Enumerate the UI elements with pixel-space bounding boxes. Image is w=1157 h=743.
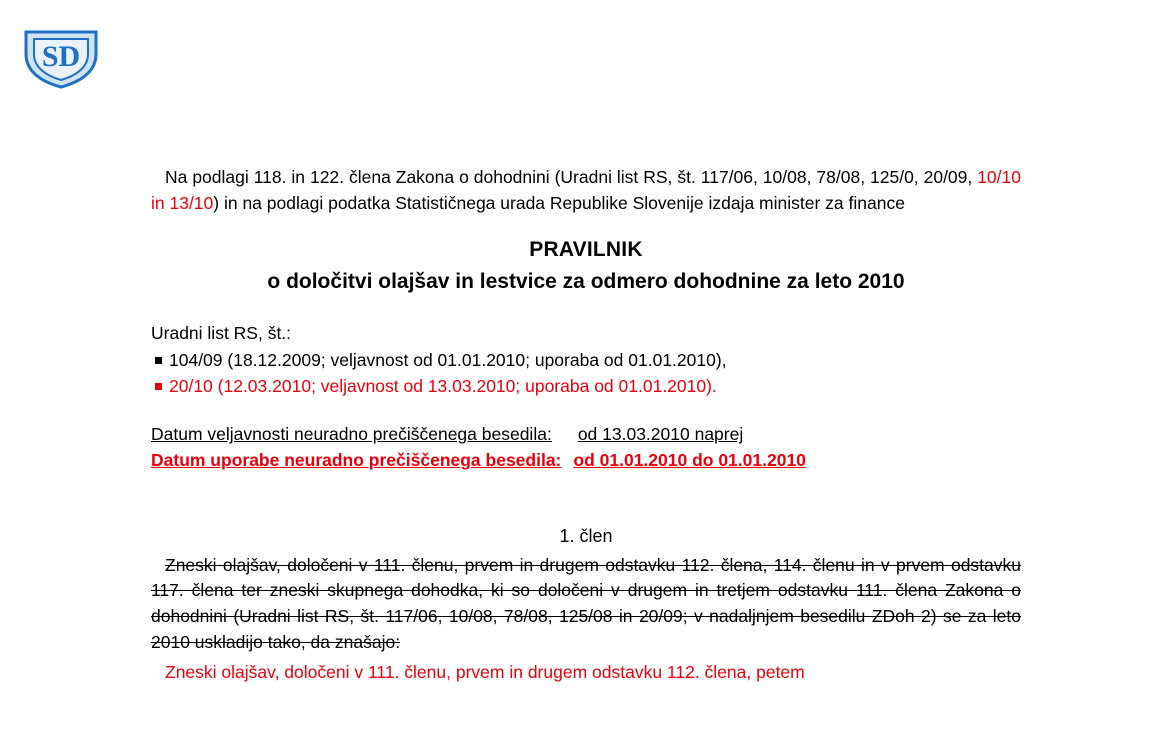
bullet-square-icon <box>155 357 162 364</box>
validity-label: Datum veljavnosti neuradno prečiščenega besedila: <box>151 424 552 445</box>
gazette-item-1: 104/09 (18.12.2009; veljavnost od 01.01.2010; uporaba od 01.01.2010), <box>169 349 727 370</box>
article-red-paragraph <box>151 660 1021 686</box>
shield-logo-icon <box>20 28 102 90</box>
article-red-text: Zneski olajšav, določeni v 111. členu, prvem in drugem odstavku 112. člena, petem <box>165 661 805 682</box>
article-struck-paragraph <box>151 553 1021 656</box>
list-item <box>151 373 1021 399</box>
validity-row-uporaba <box>151 447 1021 473</box>
svg-text:SD: SD <box>41 40 81 73</box>
usage-value: od 01.01.2010 do 01.01.2010 <box>573 450 806 471</box>
gazette-label: Uradni list RS, št.: <box>151 323 292 344</box>
intro-segment-1: Na podlagi 118. in 122. člena Zakona o dohodnini (Uradni list RS, št. 117/06, 10/08, 78/08, 125/0, 20/09, <box>165 167 978 187</box>
validity-block <box>151 421 1021 474</box>
document-body <box>151 165 1021 685</box>
intro-segment-2: ) in na podlagi podatka Statističnega urada Republike Slovenije izdaja minister za finance <box>213 192 905 213</box>
title-block <box>151 238 1021 294</box>
bullet-square-icon <box>155 383 162 390</box>
article-struck-text: Zneski olajšav, določeni v 111. členu, prvem in drugem odstavku 112. člena, 114. členu in v prvem odstavku 117. člena ter zneski skupnega dohodka, ki so določeni v drugem in tretjem odstavku 111. člena Zakona o dohodnini (Uradni list RS, št. 117/06, 10/08, 78/08, 125/08 in 20/09; v nadaljnjem besedilu ZDoh 2) se za leto 2010 uskladijo tako, da znašajo: <box>151 554 1021 652</box>
gazette-block <box>151 320 1021 399</box>
validity-row-veljavnost <box>151 421 1021 447</box>
usage-label: Datum uporabe neuradno prečiščenega besedila: <box>151 450 562 471</box>
page-title: PRAVILNIK <box>529 238 643 262</box>
page-subtitle: o določitvi olajšav in lestvice za odmero dohodnine za leto 2010 <box>267 270 905 294</box>
intro-segment-red: 10/10 in 13/10 <box>151 167 1021 213</box>
list-item <box>151 347 1021 373</box>
gazette-item-2: 20/10 (12.03.2010; veljavnost od 13.03.2010; uporaba od 01.01.2010). <box>169 375 717 396</box>
intro-paragraph <box>151 165 1021 216</box>
article-heading: 1. člen <box>559 525 613 546</box>
validity-value: od 13.03.2010 naprej <box>577 424 744 445</box>
